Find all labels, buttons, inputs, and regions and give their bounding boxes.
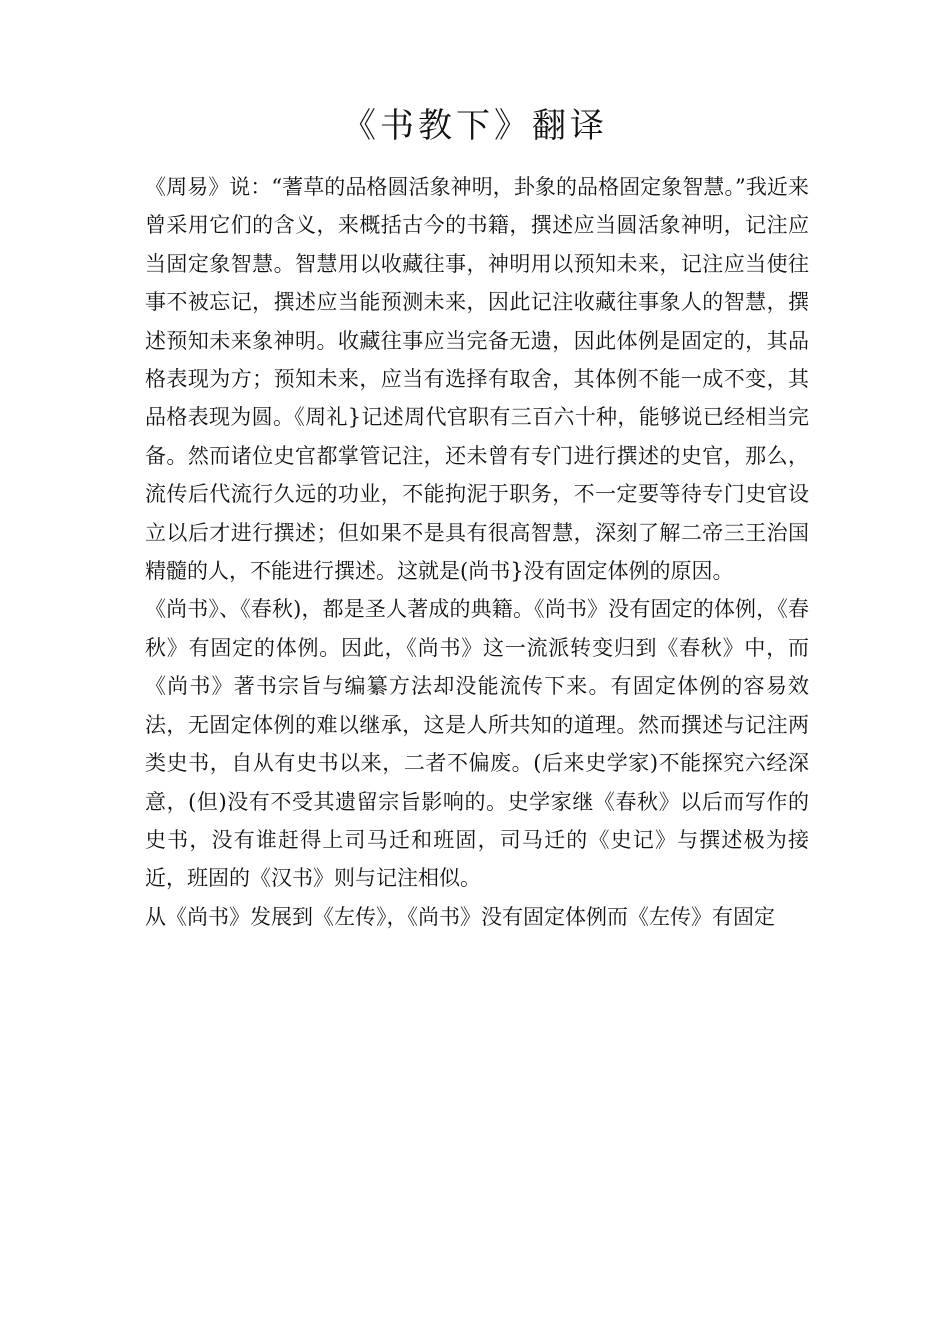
document-body [145,168,809,936]
paragraph-1: 《周易》说：“蓍草的品格圆活象神明，卦象的品格固定象智慧。”我近来曾采用它们的含义，来概括古今的书籍，撰述应当圆活象神明，记注应当固定象智慧。智慧用以收藏往事，神明用以预知未来，记注应当使往事不被忘记，撰述应当能预测未来，因此记注收藏往事象人的智慧，撰述预知未来象神明。收藏往事应当完备无遗，因此体例是固定的，其品格表现为方；预知未来，应当有选择有取舍，其体例不能一成不变，其品格表现为圆。《周礼}记述周代官职有三百六十种，能够说已经相当完备。然而诸位史官都掌管记注，还未曾有专门进行撰述的史官，那么，流传后代流行久远的功业，不能拘泥于职务，不一定要等待专门史官设立以后才进行撰述；但如果不是具有很高智慧，深刻了解二帝三王治国精髓的人，不能进行撰述。这就是(尚书}没有固定体例的原因。 [145,175,809,584]
paragraph-3: 从《尚书》发展到《左传》，《尚书》没有固定体例而《左传》有固定 [145,904,775,929]
document-title: 《书教下》翻译 [342,106,608,146]
paragraph-2: 《尚书》、《春秋)，都是圣人著成的典籍。《尚书》没有固定的体例，《春秋》有固定的体例。因此，《尚书》这一流派转变归到《春秋》中，而《尚书》著书宗旨与编纂方法却没能流传下来。有固定体例的容易效法，无固定体例的难以继承，这是人所共知的道理。然而撰述与记注两类史书，自从有史书以来，二者不偏废。(后来史学家)不能探究六经深意，(但)没有不受其遗留宗旨影响的。史学家继《春秋》以后而写作的史书，没有谁赶得上司马迁和班固，司马迁的《史记》与撰述极为接近，班固的《汉书》则与记注相似。 [145,597,809,891]
